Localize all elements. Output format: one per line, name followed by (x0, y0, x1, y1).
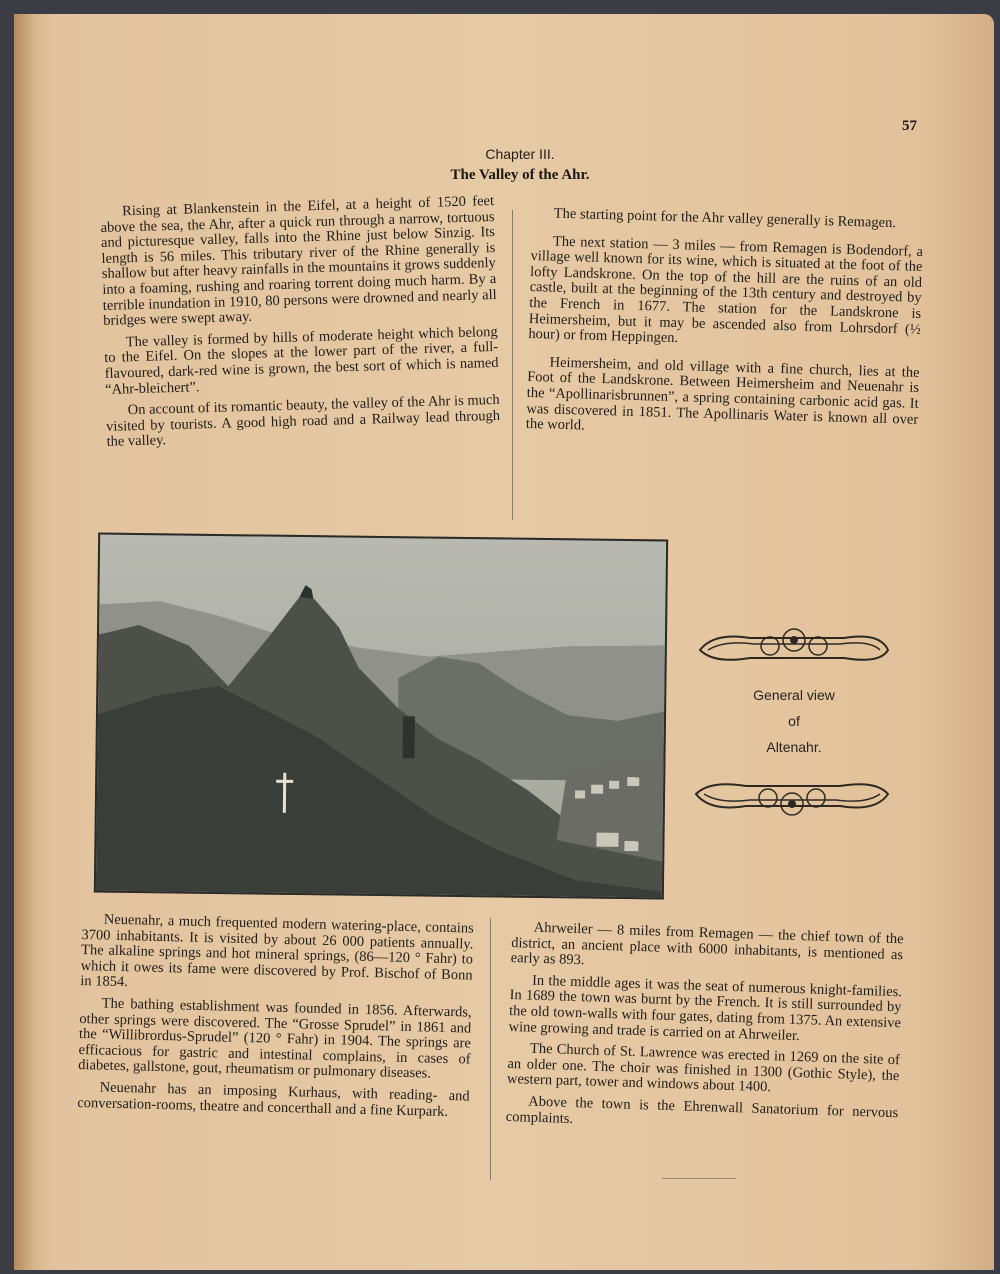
paragraph: Neuenahr, a much frequented modern watering-place, contains 3700 inhabitants. It is visited by about 26 000 patients annually. The alkaline springs and hot mineral springs, (86—120 ° Fahr) to which it owes its fame were discovered by Prof. Bischof of Bonn in 1854. (80, 911, 474, 991)
paragraph: The valley is formed by hills of moderate height which belong to the Eifel. On the slopes at the lower part of the river, a full-flavoured, dark-red wine is grown, the best sort of which is named “Ahr-bleichert”. (104, 323, 499, 398)
paragraph: The bathing establishment was founded in 1856. Afterwards, other springs were discovered. The “Grosse Sprudel” in 1861 and the “Willibrordus-Sprudel” (120 ° Fahr) in 1904. The springs are efficacious for gastric and intestinal complains, in cases of diabetes, gallstone, gout, rheumatism or pulmonary diseases. (78, 995, 472, 1082)
column-top-right (526, 206, 924, 450)
photo-caption (724, 682, 864, 760)
paragraph: Above the town is the Ehrenwall Sanatorium for nervous complaints. (505, 1093, 899, 1127)
caption-line: Altenahr. (766, 739, 822, 755)
paragraph: Heimersheim, and old village with a fine church, lies at the Foot of the Landskrone. Between Heimersheim and Neuenahr is the “Apollinarisbrunnen”, a spring containing carbonic acid gas. It was discovered in 1851. The Apollinaris Water is known all over the world. (525, 354, 920, 434)
paragraph: The starting point for the Ahr valley generally is Remagen. (553, 205, 897, 232)
column-divider (490, 918, 491, 1180)
paragraph: The next station — 3 miles — from Remagen is Bodendorf, a village well known for its wine, which is situated at the foot of the lofty Landskrone. On the top of the hill are the ruins of an old castle, built at the beginning of the 13th century and destroyed by the French in 1677. The station for the Landskrone is Heimersheim, but it may be ascended also from Lohrsdorf (½ hour) or from Heppingen. (528, 233, 924, 347)
altenahr-photo (94, 533, 668, 900)
paragraph: The Church of St. Lawrence was erected in 1269 on the site of an older one. The choir was finished in 1300 (Gothic Style), the western part, tower and windows about 1400. (506, 1040, 901, 1096)
column-bottom-right (505, 920, 903, 1143)
paragraph: Ahrweiler — 8 miles from Remagen — the chief town of the district, an ancient place with 6000 inhabitants, is mentioned as early as 893. (510, 919, 904, 969)
paragraph: In the middle ages it was the seat of numerous knight-families. In 1689 the town was burnt by the French. It is still surrounded by the old town-walls with four gates, dating from 1375. An extensive wine growing and trade is carried on at Ahrweiler. (508, 972, 903, 1044)
column-top-left (100, 194, 501, 457)
floral-ornament-top (694, 620, 894, 668)
chapter-title: The Valley of the Ahr. (450, 167, 590, 183)
paragraph: On account of its romantic beauty, the valley of the Ahr is much visited by tourists. A good high road and a Railway lead through the valley. (105, 392, 501, 451)
caption-line: General view (753, 687, 835, 703)
paragraph: Neuenahr has an imposing Kurhaus, with reading- and conversation-rooms, theatre and concerthall and a fine Kurpark. (77, 1079, 470, 1120)
book-spine (14, 14, 36, 1270)
column-bottom-left (77, 912, 474, 1127)
caption-line: of (788, 713, 800, 729)
paragraph: Rising at Blankenstein in the Eifel, at a height of 1520 feet above the sea, the Ahr, after a quick run through a narrow, tortuous and picturesque valley, falls into the Rhine just below Sinzig. Its length is 56 miles. This tributary river of the Rhine generally is shallow but after heavy rainfalls in the mountains it grows suddenly into a foaming, rushing and roaring torrent doing much harm. By a terrible inundation in 1910, 80 persons were drowned and nearly all bridges were swept away. (100, 192, 497, 330)
page-number: 57 (902, 118, 917, 134)
end-rule (662, 1178, 736, 1179)
floral-ornament-bottom (690, 776, 894, 824)
column-divider (512, 210, 513, 520)
chapter-heading: Chapter III. (485, 146, 555, 162)
